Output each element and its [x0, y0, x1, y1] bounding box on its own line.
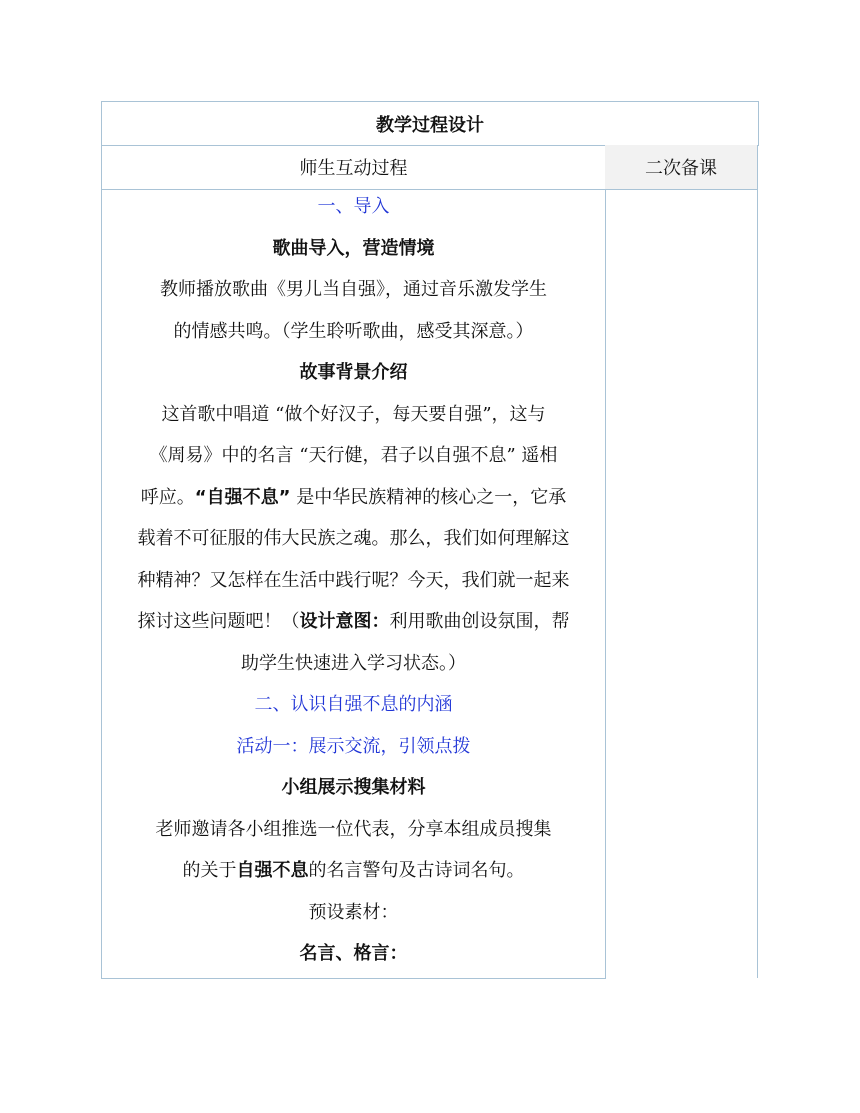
- paragraph-line: 载着不可征服的伟大民族之魂。那么，我们如何理解这: [137, 528, 570, 549]
- table-title: 教学过程设计: [376, 114, 484, 136]
- activity-heading: 活动一：展示交流，引领点拨: [236, 736, 471, 757]
- design-intent-label: 设计意图：: [299, 611, 390, 632]
- paragraph-line: 助学生快速进入学习状态。）: [241, 653, 466, 674]
- quotes-label: 名言、格言：: [299, 943, 408, 964]
- paragraph-line: [102, 856, 605, 882]
- paragraph-line: 种精神？又怎样在生活中践行呢？今天，我们就一起来: [137, 570, 570, 591]
- preset-materials-label: 预设素材：: [308, 902, 399, 923]
- process-content-cell: [101, 190, 606, 979]
- secondary-prep-cell: [605, 190, 758, 978]
- paragraph-line: 的情感共鸣。（学生聆听歌曲，感受其深意。）: [173, 321, 534, 342]
- paragraph-line: [102, 607, 605, 633]
- column-header-notes: [605, 145, 758, 190]
- paragraph-line: [102, 483, 605, 509]
- subheading-song-intro: 歌曲导入，营造情境: [272, 238, 435, 259]
- section-heading-intro: 一、导入: [317, 196, 390, 217]
- column-header-process-label: 师生互动过程: [299, 158, 408, 179]
- column-header-notes-label: 二次备课: [645, 158, 717, 179]
- subheading-group-show: 小组展示搜集材料: [281, 777, 426, 798]
- paragraph-line: 这首歌中唱道 “做个好汉子，每天要自强”，这与: [161, 404, 546, 425]
- paragraph-line: 《周易》中的名言 “天行健，君子以自强不息” 遥相: [149, 445, 558, 466]
- subheading-story-background: 故事背景介绍: [299, 362, 408, 383]
- text-run: 呼应。: [140, 487, 195, 508]
- emphasis-text: “自强不息”: [194, 487, 291, 508]
- column-header-process: [101, 145, 606, 190]
- text-run: 探讨这些问题吧！（: [137, 611, 300, 632]
- emphasis-text: 自强不息: [236, 860, 309, 881]
- paragraph-line: 老师邀请各小组推选一位代表，分享本组成员搜集: [155, 819, 552, 840]
- paragraph-line: 教师播放歌曲《男儿当自强》，通过音乐激发学生: [160, 279, 547, 300]
- table-title-row: [101, 101, 759, 146]
- text-run: 的关于: [182, 860, 237, 881]
- text-run: 是中华民族精神的核心之一，它承: [290, 487, 567, 508]
- text-run: 利用歌曲创设氛围，帮: [389, 611, 570, 632]
- text-run: 的名言警句及古诗词名句。: [308, 860, 525, 881]
- section-heading-meaning: 二、认识自强不息的内涵: [254, 694, 453, 715]
